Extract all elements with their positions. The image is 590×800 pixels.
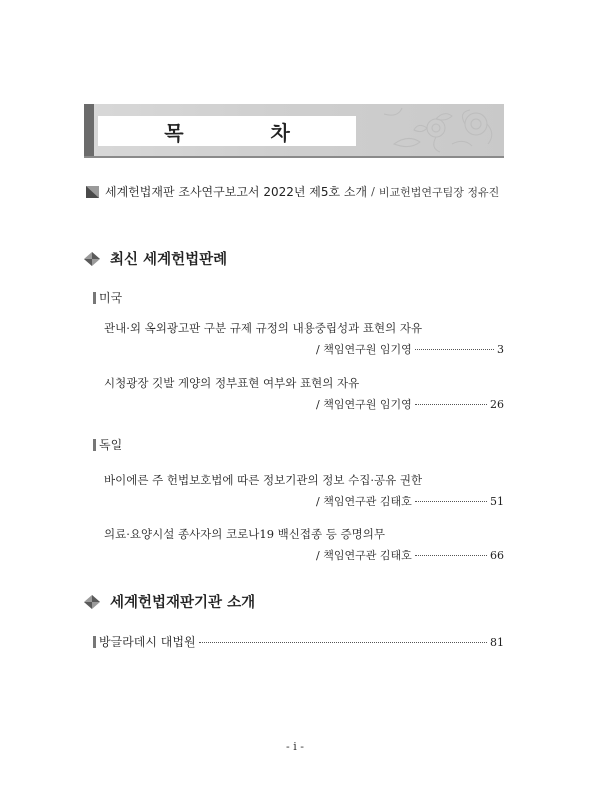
- country-bar: [93, 292, 96, 304]
- subtitle-separator: /: [371, 185, 375, 198]
- dot-leader: [415, 501, 487, 502]
- country-label: 미국: [99, 291, 123, 305]
- country-label: 독일: [99, 438, 123, 452]
- toc-entry-author-line[interactable]: [316, 547, 504, 563]
- toc-entry-title[interactable]: 의료·요양시설 종사자의 코로나19 백신접종 등 증명의무: [104, 527, 385, 541]
- section-title: 세계헌법재판기관 소개: [110, 595, 256, 611]
- toc-entry-title[interactable]: 관내·외 옥외광고판 구분 규제 규정의 내용중립성과 표현의 자유: [104, 321, 423, 335]
- dot-leader: [415, 349, 494, 350]
- triangle-square-icon: [86, 186, 99, 198]
- section-heading: [84, 591, 255, 612]
- subtitle-text: 세계헌법재판 조사연구보고서 2022년 제5호 소개: [105, 185, 368, 199]
- banner-accent: [84, 104, 94, 156]
- toc-entry-title[interactable]: 바이에른 주 헌법보호법에 따른 정보기관의 정보 수집·공유 권한: [104, 473, 423, 487]
- entry-page: 51: [490, 495, 504, 508]
- page-number-footer: - i -: [286, 740, 304, 753]
- dot-leader: [199, 642, 487, 643]
- dot-leader: [415, 555, 487, 556]
- country-bar: [93, 439, 96, 451]
- subtitle-author: 비교헌법연구팀장 정유진: [378, 185, 500, 199]
- entry-page: 3: [497, 343, 504, 356]
- toc-entry-line[interactable]: [93, 633, 504, 650]
- diamond-gem-icon: [84, 252, 100, 266]
- toc-entry-author-line[interactable]: [316, 493, 504, 509]
- toc-entry-label: 방글라데시 대법원: [99, 635, 196, 649]
- entry-author: / 책임연구관 김태호: [316, 495, 412, 508]
- country-heading: [93, 289, 122, 306]
- dot-leader: [415, 404, 487, 405]
- toc-banner: [84, 104, 504, 156]
- section-title: 최신 세계헌법판례: [110, 252, 228, 268]
- toc-entry-author-line[interactable]: [316, 396, 504, 412]
- entry-author: / 책임연구관 김태호: [316, 549, 412, 562]
- country-heading: [93, 436, 122, 453]
- entry-author: / 책임연구원 임기영: [316, 398, 412, 411]
- toc-entry-author-line[interactable]: [316, 341, 504, 357]
- diamond-gem-icon: [84, 595, 100, 609]
- report-subtitle: [86, 183, 499, 200]
- banner-bottom-rule: [84, 156, 504, 158]
- entry-page: 66: [490, 549, 504, 562]
- floral-pattern-icon: [374, 104, 504, 156]
- country-bar: [93, 636, 96, 648]
- entry-page: 81: [490, 636, 504, 649]
- entry-page: 26: [490, 398, 504, 411]
- banner-title-box: [98, 116, 356, 146]
- section-heading: [84, 248, 227, 269]
- toc-entry-title[interactable]: 시청광장 깃발 게양의 정부표현 여부와 표현의 자유: [104, 376, 360, 390]
- page-title: 목 차: [164, 120, 330, 145]
- entry-author: / 책임연구원 임기영: [316, 343, 412, 356]
